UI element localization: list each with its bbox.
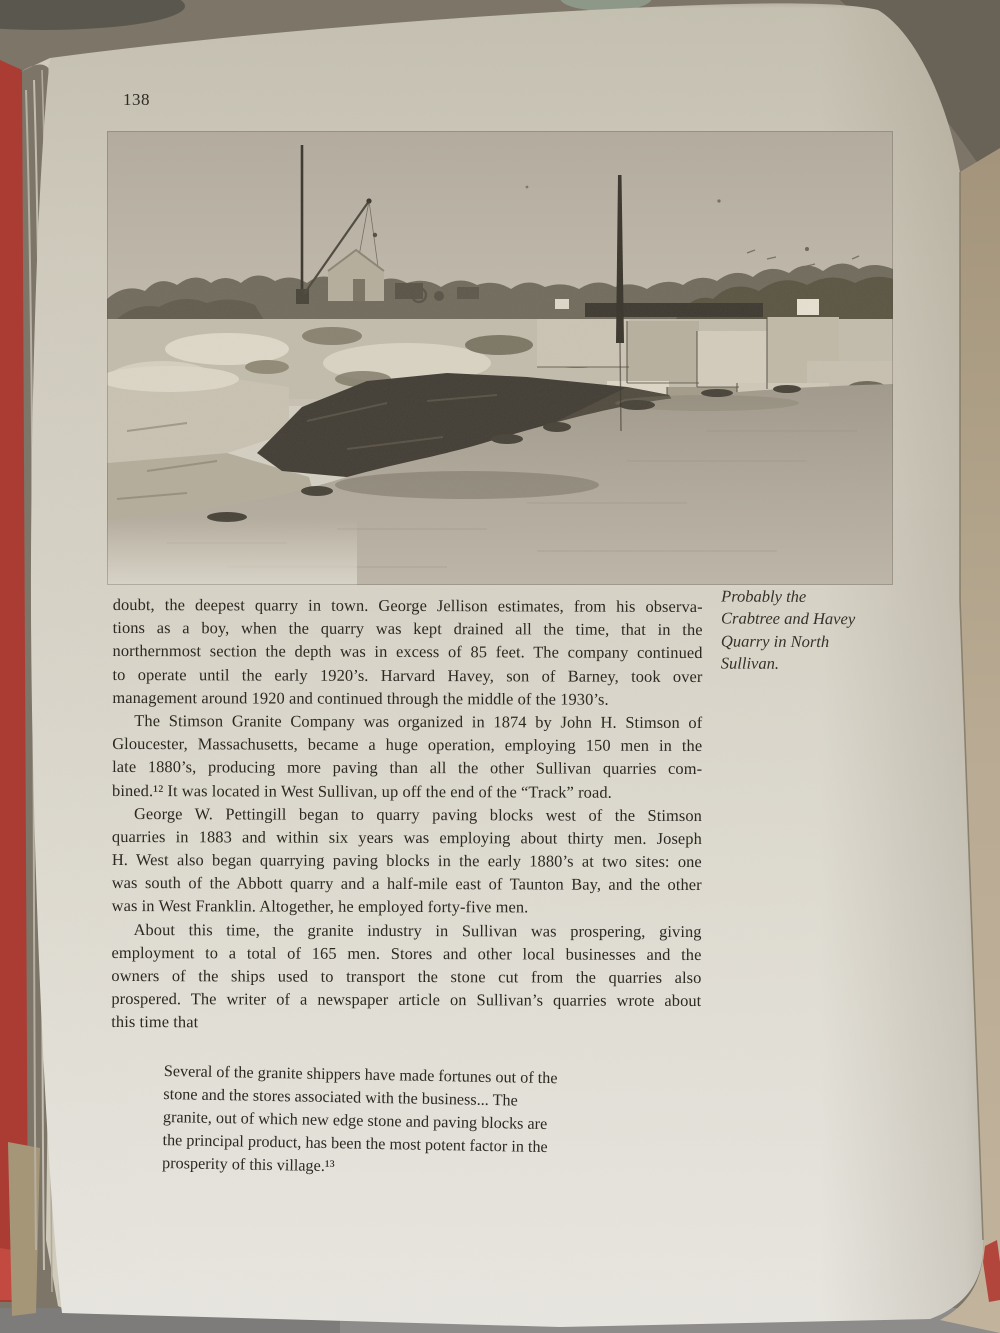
body-line: prospered. The writer of a newspaper article on Sullivan’s quarries wrote about: [111, 989, 702, 1011]
body-line: northernmost section the depth was in excess of 85 feet. The company continued: [112, 641, 703, 663]
quarry-photo-art: [107, 131, 893, 585]
body-line: this time that: [111, 1012, 199, 1032]
body-line: late 1880’s, producing more paving than all the other Sullivan quarries com-: [112, 757, 703, 779]
body-line: bined.¹² It was located in West Sullivan, up off the end of the “Track” road.: [112, 780, 612, 802]
body-text: [111, 593, 703, 1036]
body-line: The Stimson Granite Company was organized in 1874 by John H. Stimson of: [134, 710, 703, 732]
body-line: was in West Franklin. Altogether, he employed forty-five men.: [111, 896, 529, 917]
body-line: management around 1920 and continued through the middle of the 1930’s.: [112, 687, 609, 709]
caption-line: Probably the: [721, 586, 807, 606]
body-line: to operate until the early 1920’s. Harvard Havey, son of Barney, took over: [112, 664, 703, 686]
caption-line: Crabtree and Havey: [721, 608, 856, 629]
quarry-photograph: [107, 131, 893, 585]
photo-caption: [721, 586, 901, 677]
body-line: tions as a boy, when the quarry was kept drained all the time, that in the: [112, 618, 703, 640]
body-line: employment to a total of 165 men. Stores and other local businesses and the: [111, 942, 702, 964]
quote-line: prosperity of this village.¹³: [161, 1153, 335, 1175]
body-line: About this time, the granite industry in Sullivan was prospering, giving: [133, 919, 702, 941]
caption-line: Sullivan.: [720, 653, 780, 674]
body-line: doubt, the deepest quarry in town. George Jellison estimates, from his observa-: [112, 594, 703, 617]
body-line: quarries in 1883 and within six years was employing about thirty men. Joseph: [111, 826, 702, 848]
page-number: 138: [123, 90, 150, 109]
body-line: owners of the ships used to transport the stone cut from the quarries also: [111, 965, 702, 988]
body-line: George W. Pettingill began to quarry paving blocks west of the Stimson: [133, 803, 703, 825]
caption-line: Quarry in North: [720, 631, 830, 651]
quote-line: stone and the stores associated with the business... The: [163, 1084, 518, 1110]
body-line: Gloucester, Massachusetts, became a huge operation, employing 150 men in the: [112, 734, 703, 756]
block-quote: [162, 1060, 664, 1184]
quote-line: the principal product, has been the most potent factor in the: [162, 1130, 548, 1156]
quote-line: Several of the granite shippers have made fortunes out of the: [163, 1061, 558, 1088]
body-line: was south of the Abbott quarry and a half-mile east of Taunton Bay, and the other: [111, 873, 702, 895]
body-line: H. West also began quarrying paving blocks in the early 1880’s at two sites: one: [111, 850, 702, 872]
quote-line: granite, out of which new edge stone and paving blocks are: [162, 1107, 548, 1133]
